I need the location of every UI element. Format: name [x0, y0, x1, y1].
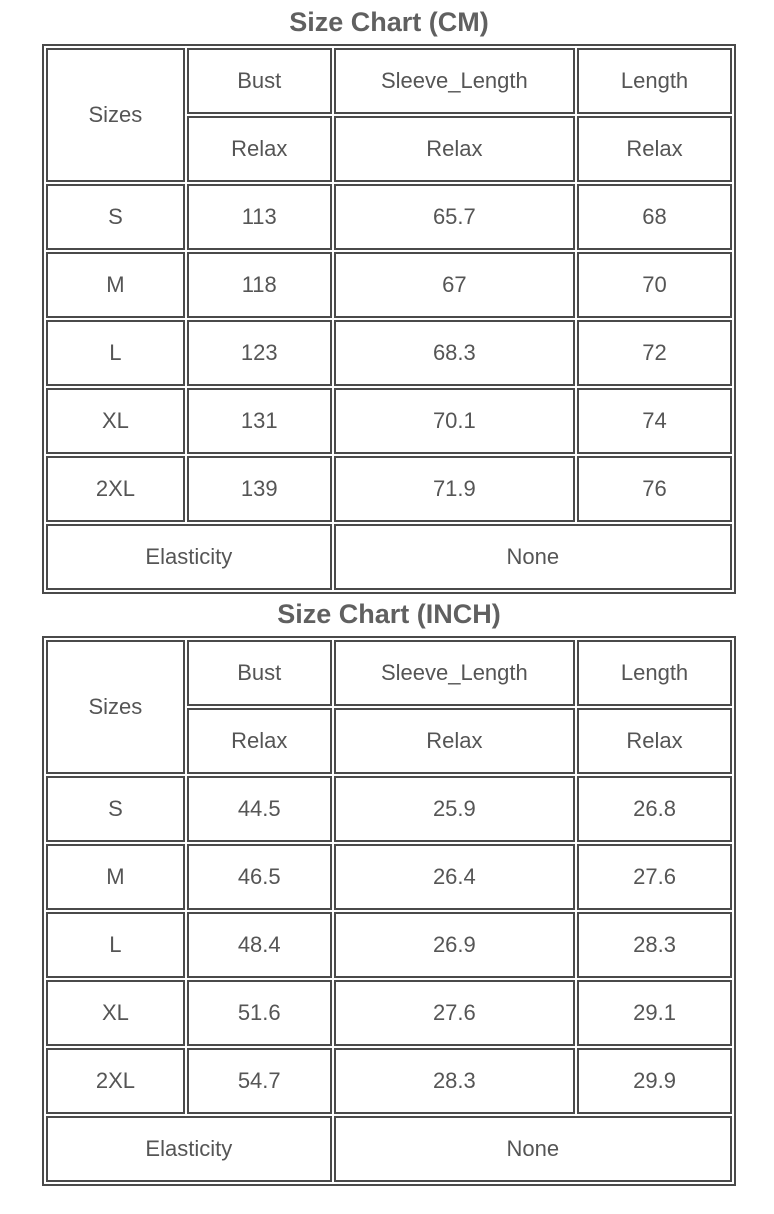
- length-header: Length: [577, 48, 732, 114]
- length-cell: 28.3: [577, 912, 732, 978]
- chart-title: Size Chart (INCH): [277, 599, 501, 629]
- length-cell: 26.8: [577, 776, 732, 842]
- size-cell: XL: [46, 980, 185, 1046]
- header-row: [46, 48, 732, 114]
- table-row: [46, 1048, 732, 1114]
- length-fit: Relax: [577, 116, 732, 182]
- size-cell: 2XL: [46, 1048, 185, 1114]
- bust-cell: 113: [187, 184, 332, 250]
- bust-cell: 46.5: [187, 844, 332, 910]
- sizes-header: Sizes: [46, 640, 185, 774]
- length-cell: 70: [577, 252, 732, 318]
- size-cell: L: [46, 320, 185, 386]
- size-cell: 2XL: [46, 456, 185, 522]
- sleeve-cell: 65.7: [334, 184, 575, 250]
- sleeve-length-header: Sleeve_Length: [334, 48, 575, 114]
- table-row: [46, 980, 732, 1046]
- length-cell: 29.1: [577, 980, 732, 1046]
- table-row: [46, 252, 732, 318]
- size-cell: L: [46, 912, 185, 978]
- length-cell: 72: [577, 320, 732, 386]
- bust-header: Bust: [187, 640, 332, 706]
- sleeve-cell: 26.9: [334, 912, 575, 978]
- size-cell: S: [46, 184, 185, 250]
- bust-fit: Relax: [187, 708, 332, 774]
- bust-cell: 118: [187, 252, 332, 318]
- table-row: [46, 320, 732, 386]
- sleeve-length-header: Sleeve_Length: [334, 640, 575, 706]
- table-row: [46, 184, 732, 250]
- sleeve-cell: 25.9: [334, 776, 575, 842]
- length-header: Length: [577, 640, 732, 706]
- length-fit: Relax: [577, 708, 732, 774]
- chart-title: Size Chart (CM): [289, 7, 489, 37]
- sleeve-cell: 70.1: [334, 388, 575, 454]
- size-cell: XL: [46, 388, 185, 454]
- elasticity-value: None: [334, 1116, 732, 1182]
- size-cell: S: [46, 776, 185, 842]
- length-cell: 27.6: [577, 844, 732, 910]
- elasticity-row: [46, 1116, 732, 1182]
- sleeve-cell: 68.3: [334, 320, 575, 386]
- bust-cell: 48.4: [187, 912, 332, 978]
- sizes-header: Sizes: [46, 48, 185, 182]
- bust-header: Bust: [187, 48, 332, 114]
- bust-cell: 123: [187, 320, 332, 386]
- sleeve-cell: 71.9: [334, 456, 575, 522]
- length-cell: 68: [577, 184, 732, 250]
- length-cell: 29.9: [577, 1048, 732, 1114]
- size-table: [42, 44, 736, 594]
- sleeve-cell: 26.4: [334, 844, 575, 910]
- bust-cell: 139: [187, 456, 332, 522]
- length-cell: 74: [577, 388, 732, 454]
- size-cell: M: [46, 844, 185, 910]
- elasticity-value: None: [334, 524, 732, 590]
- sleeve-fit: Relax: [334, 708, 575, 774]
- table-row: [46, 912, 732, 978]
- size-table: [42, 636, 736, 1186]
- bust-cell: 44.5: [187, 776, 332, 842]
- length-cell: 76: [577, 456, 732, 522]
- table-row: [46, 456, 732, 522]
- elasticity-row: [46, 524, 732, 590]
- sleeve-cell: 27.6: [334, 980, 575, 1046]
- sleeve-cell: 28.3: [334, 1048, 575, 1114]
- table-row: [46, 388, 732, 454]
- sleeve-cell: 67: [334, 252, 575, 318]
- table-row: [46, 844, 732, 910]
- size-cell: M: [46, 252, 185, 318]
- header-row: [46, 640, 732, 706]
- elasticity-label: Elasticity: [46, 524, 332, 590]
- elasticity-label: Elasticity: [46, 1116, 332, 1182]
- bust-cell: 51.6: [187, 980, 332, 1046]
- bust-cell: 131: [187, 388, 332, 454]
- sleeve-fit: Relax: [334, 116, 575, 182]
- bust-cell: 54.7: [187, 1048, 332, 1114]
- table-row: [46, 776, 732, 842]
- bust-fit: Relax: [187, 116, 332, 182]
